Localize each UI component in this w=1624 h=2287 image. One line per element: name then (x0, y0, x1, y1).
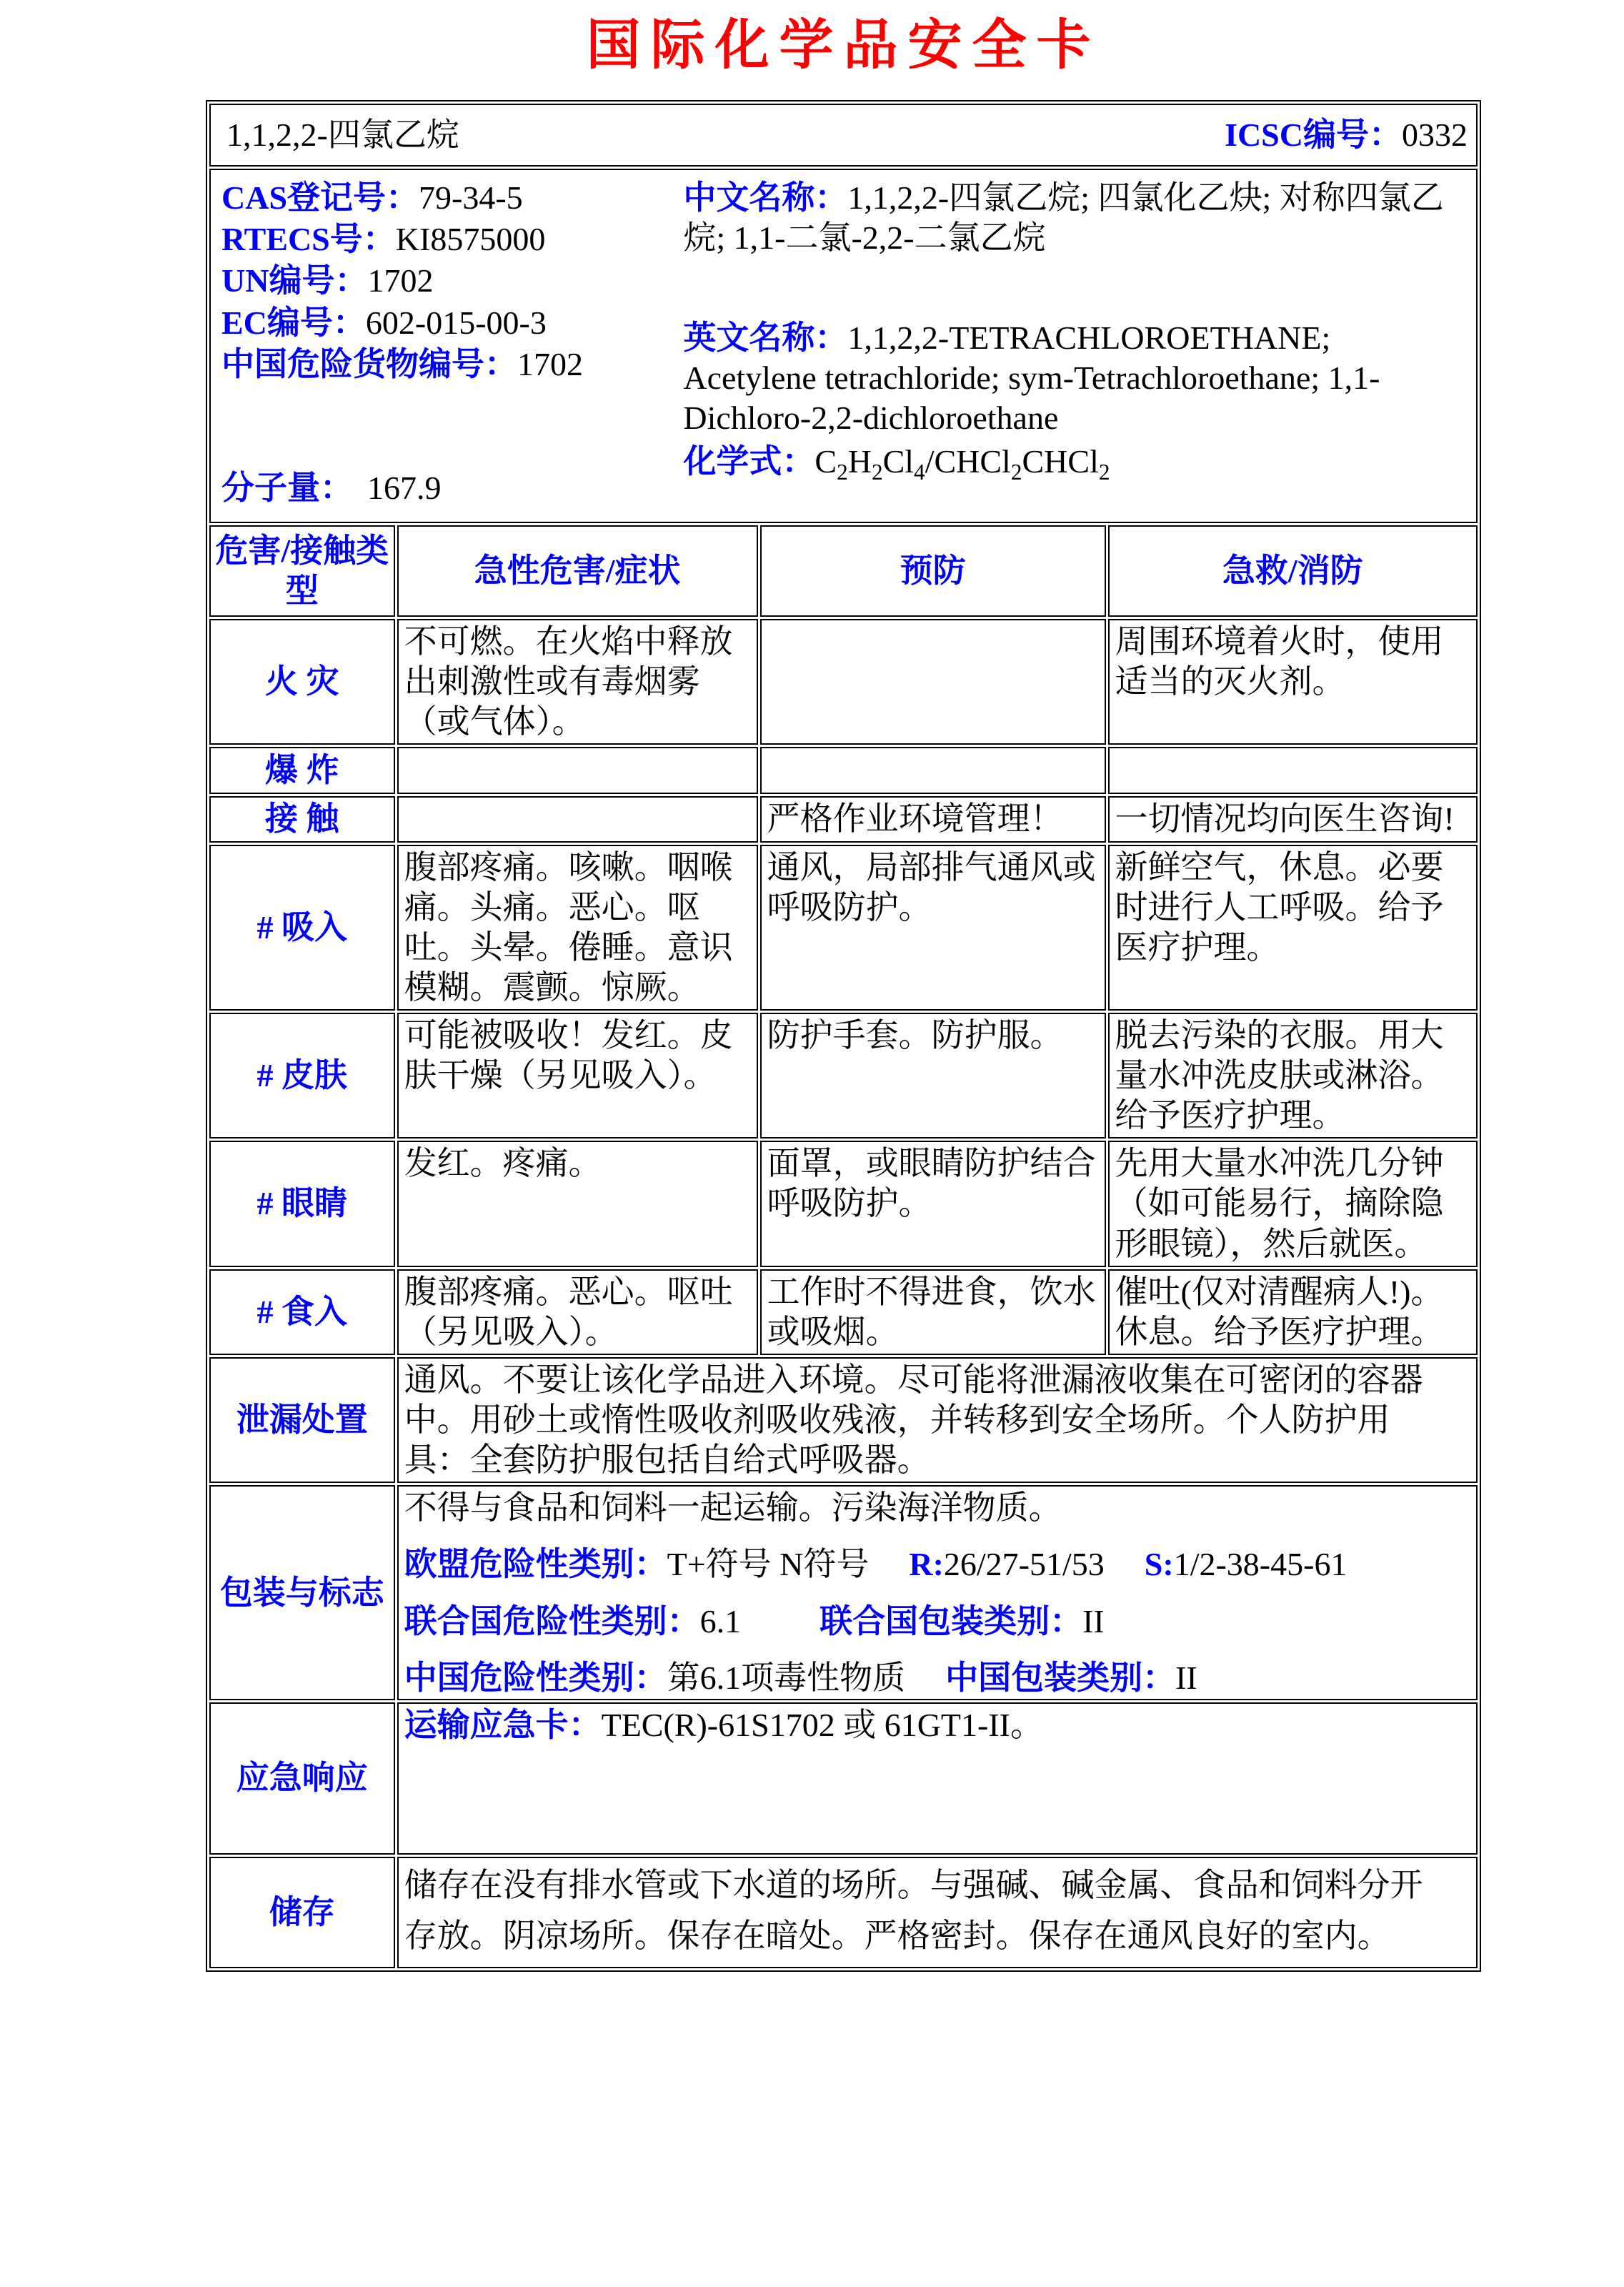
contact-row (209, 796, 1478, 842)
fire-symptoms: 不可燃。在火焰中释放出刺激性或有毒烟雾（或气体）。 (397, 619, 758, 745)
molecular-weight (221, 468, 683, 507)
name-flex (226, 115, 1468, 155)
eyes-prevention: 面罩，或眼睛防护结合呼吸防护。 (760, 1141, 1106, 1266)
rtecs-number (221, 219, 683, 259)
packaging-cn-line (404, 1658, 1443, 1697)
cas-value: 79-34-5 (419, 179, 523, 216)
eu-class-label: 欧盟危险性类别： (404, 1546, 667, 1583)
s-phrases-label: S: (1144, 1546, 1174, 1583)
cas-number (221, 178, 683, 217)
explosion-symptoms (397, 747, 758, 794)
explosion-prevention (760, 747, 1106, 794)
spill-row (209, 1357, 1478, 1483)
identifiers-left-column (221, 178, 683, 510)
english-name-value: 1,1,2,2-TETRACHLOROETHANE; Acetylene tetrachloride; sym-Tetrachloroethane; 1,1-Dichloro-2,2-dichloroethane (683, 319, 1380, 437)
eyes-label: # 眼睛 (209, 1141, 395, 1266)
skin-label: # 皮肤 (209, 1013, 395, 1138)
fire-firstaid: 周围环境着火时，使用适当的灭火剂。 (1108, 619, 1478, 745)
emergency-content (397, 1702, 1478, 1855)
cn-class-value: 第6.1项毒性物质 (667, 1659, 906, 1696)
ingestion-label: # 食入 (209, 1269, 395, 1355)
packaging-un-line (404, 1602, 1443, 1641)
fire-prevention (760, 619, 1106, 745)
identifiers-layout (211, 171, 1475, 521)
rtecs-value: KI8575000 (395, 221, 546, 258)
storage-label: 储存 (209, 1857, 395, 1968)
identifiers-cell (209, 169, 1478, 523)
hazard-header-firstaid: 急救/消防 (1108, 525, 1478, 617)
icsc-card-page (0, 16, 1624, 2287)
ec-value: 602-015-00-3 (365, 304, 547, 341)
molecular-weight-label: 分子量： (221, 469, 353, 506)
name-cell (209, 104, 1478, 167)
transport-card-value: TEC(R)-61S1702 或 61GT1-II。 (601, 1706, 1043, 1743)
emergency-label: 应急响应 (209, 1702, 395, 1855)
un-number (221, 261, 683, 300)
packaging-label: 包装与标志 (209, 1485, 395, 1700)
icsc-number-label: ICSC编号： (1225, 116, 1402, 153)
spill-label: 泄漏处置 (209, 1357, 395, 1483)
s-phrases-value: 1/2-38-45-61 (1173, 1546, 1347, 1583)
skin-firstaid: 脱去污染的衣服。用大量水冲洗皮肤或淋浴。给予医疗护理。 (1108, 1013, 1478, 1138)
ingestion-symptoms: 腹部疼痛。恶心。呕吐（另见吸入）。 (397, 1269, 758, 1355)
chinese-name (683, 178, 1470, 258)
china-dangerous-goods-number (221, 344, 683, 384)
contact-firstaid: 一切情况均向医生咨询! (1108, 796, 1478, 842)
skin-row (209, 1013, 1478, 1138)
cn-class-label: 中国危险性类别： (404, 1659, 667, 1696)
identifiers-row (209, 169, 1478, 523)
spill-content: 通风。不要让该化学品进入环境。尽可能将泄漏液收集在可密闭的容器中。用砂土或惰性吸收剂吸收残液，并转移到安全场所。个人防护用具：全套防护服包括自给式呼吸器。 (397, 1357, 1478, 1483)
explosion-row (209, 747, 1478, 794)
hazard-header-row (209, 525, 1478, 617)
un-pack-value: II (1082, 1602, 1105, 1639)
china-dg-label: 中国危险货物编号： (221, 345, 517, 382)
substance-name: 1,1,2,2-四氯乙烷 (226, 116, 459, 153)
inhalation-symptoms: 腹部疼痛。咳嗽。咽喉痛。头痛。恶心。呕吐。头晕。倦睡。意识模糊。震颤。惊厥。 (397, 845, 758, 1011)
packaging-row (209, 1485, 1478, 1700)
inhalation-firstaid: 新鲜空气，休息。必要时进行人工呼吸。给予医疗护理。 (1108, 845, 1478, 1011)
skin-symptoms: 可能被吸收！发红。皮肤干燥（另见吸入）。 (397, 1013, 758, 1138)
un-class-label: 联合国危险性类别： (404, 1602, 700, 1639)
explosion-firstaid (1108, 747, 1478, 794)
china-dg-value: 1702 (517, 345, 583, 382)
icsc-card-table (206, 100, 1481, 1972)
storage-row (209, 1857, 1478, 1968)
chinese-name-label: 中文名称： (683, 179, 848, 216)
hazard-header-type: 危害/接触类型 (209, 525, 395, 617)
fire-label: 火 灾 (209, 619, 395, 745)
transport-card-label: 运输应急卡： (404, 1706, 602, 1743)
cn-pack-value: II (1175, 1659, 1197, 1696)
ingestion-prevention: 工作时不得进食，饮水或吸烟。 (760, 1269, 1106, 1355)
hazard-header-symptoms: 急性危害/症状 (397, 525, 758, 617)
cn-pack-label: 中国包装类别： (945, 1659, 1176, 1696)
fire-row (209, 619, 1478, 745)
packaging-eu-line (404, 1544, 1443, 1584)
chemical-formula (683, 442, 1470, 486)
un-value: 1702 (367, 262, 434, 299)
packaging-content (397, 1485, 1478, 1700)
chemical-formula-value: $C_2H_2Cl_4/CHCl_2CHCl_2$ (815, 442, 1110, 485)
chinese-name-value: 1,1,2,2-四氯乙烷; 四氯化乙炔; 对称四氯乙烷; 1,1-二氯-2,2-二氯乙烷 (683, 179, 1444, 257)
ec-label: EC编号： (221, 304, 366, 341)
contact-label: 接 触 (209, 796, 395, 842)
contact-prevention: 严格作业环境管理！ (760, 796, 1106, 842)
r-phrases-label: R: (909, 1546, 944, 1583)
identifiers-right-column (683, 178, 1470, 510)
icsc-number-value: 0332 (1402, 116, 1468, 153)
inhalation-row (209, 845, 1478, 1011)
english-name-label: 英文名称： (683, 319, 848, 357)
un-pack-label: 联合国包装类别： (820, 1602, 1083, 1639)
page-title: 国际化学品安全卡 (586, 16, 1101, 76)
icsc-number (1225, 115, 1468, 155)
contact-symptoms (397, 796, 758, 842)
ingestion-row (209, 1269, 1478, 1355)
rtecs-label: RTECS号： (221, 221, 396, 258)
eyes-firstaid: 先用大量水冲洗几分钟（如可能易行，摘除隐形眼镜），然后就医。 (1108, 1141, 1478, 1266)
un-label: UN编号： (221, 262, 368, 299)
skin-prevention: 防护手套。防护服。 (760, 1013, 1106, 1138)
name-row (209, 104, 1478, 167)
eyes-row (209, 1141, 1478, 1266)
explosion-label: 爆 炸 (209, 747, 395, 794)
packaging-transport-note: 不得与食品和饲料一起运输。污染海洋物质。 (404, 1489, 1062, 1527)
inhalation-label: # 吸入 (209, 845, 395, 1011)
cas-label: CAS登记号： (221, 179, 419, 216)
hazard-header-prevention: 预防 (760, 525, 1106, 617)
ingestion-firstaid: 催吐(仅对清醒病人!)。休息。给予医疗护理。 (1108, 1269, 1478, 1355)
un-class-value: 6.1 (699, 1602, 742, 1639)
ec-number (221, 303, 683, 342)
eyes-symptoms: 发红。疼痛。 (397, 1141, 758, 1266)
chemical-formula-label: 化学式： (683, 442, 815, 480)
inhalation-prevention: 通风，局部排气通风或呼吸防护。 (760, 845, 1106, 1011)
molecular-weight-value: 167.9 (367, 469, 442, 506)
storage-content: 储存在没有排水管或下水道的场所。与强碱、碱金属、食品和饲料分开存放。阴凉场所。保存在暗处。严格密封。保存在通风良好的室内。 (397, 1857, 1478, 1968)
r-phrases-value: 26/27-51/53 (943, 1546, 1105, 1583)
eu-class-value: T+符号 N符号 (667, 1546, 870, 1583)
emergency-row (209, 1702, 1478, 1855)
english-name (683, 318, 1470, 438)
